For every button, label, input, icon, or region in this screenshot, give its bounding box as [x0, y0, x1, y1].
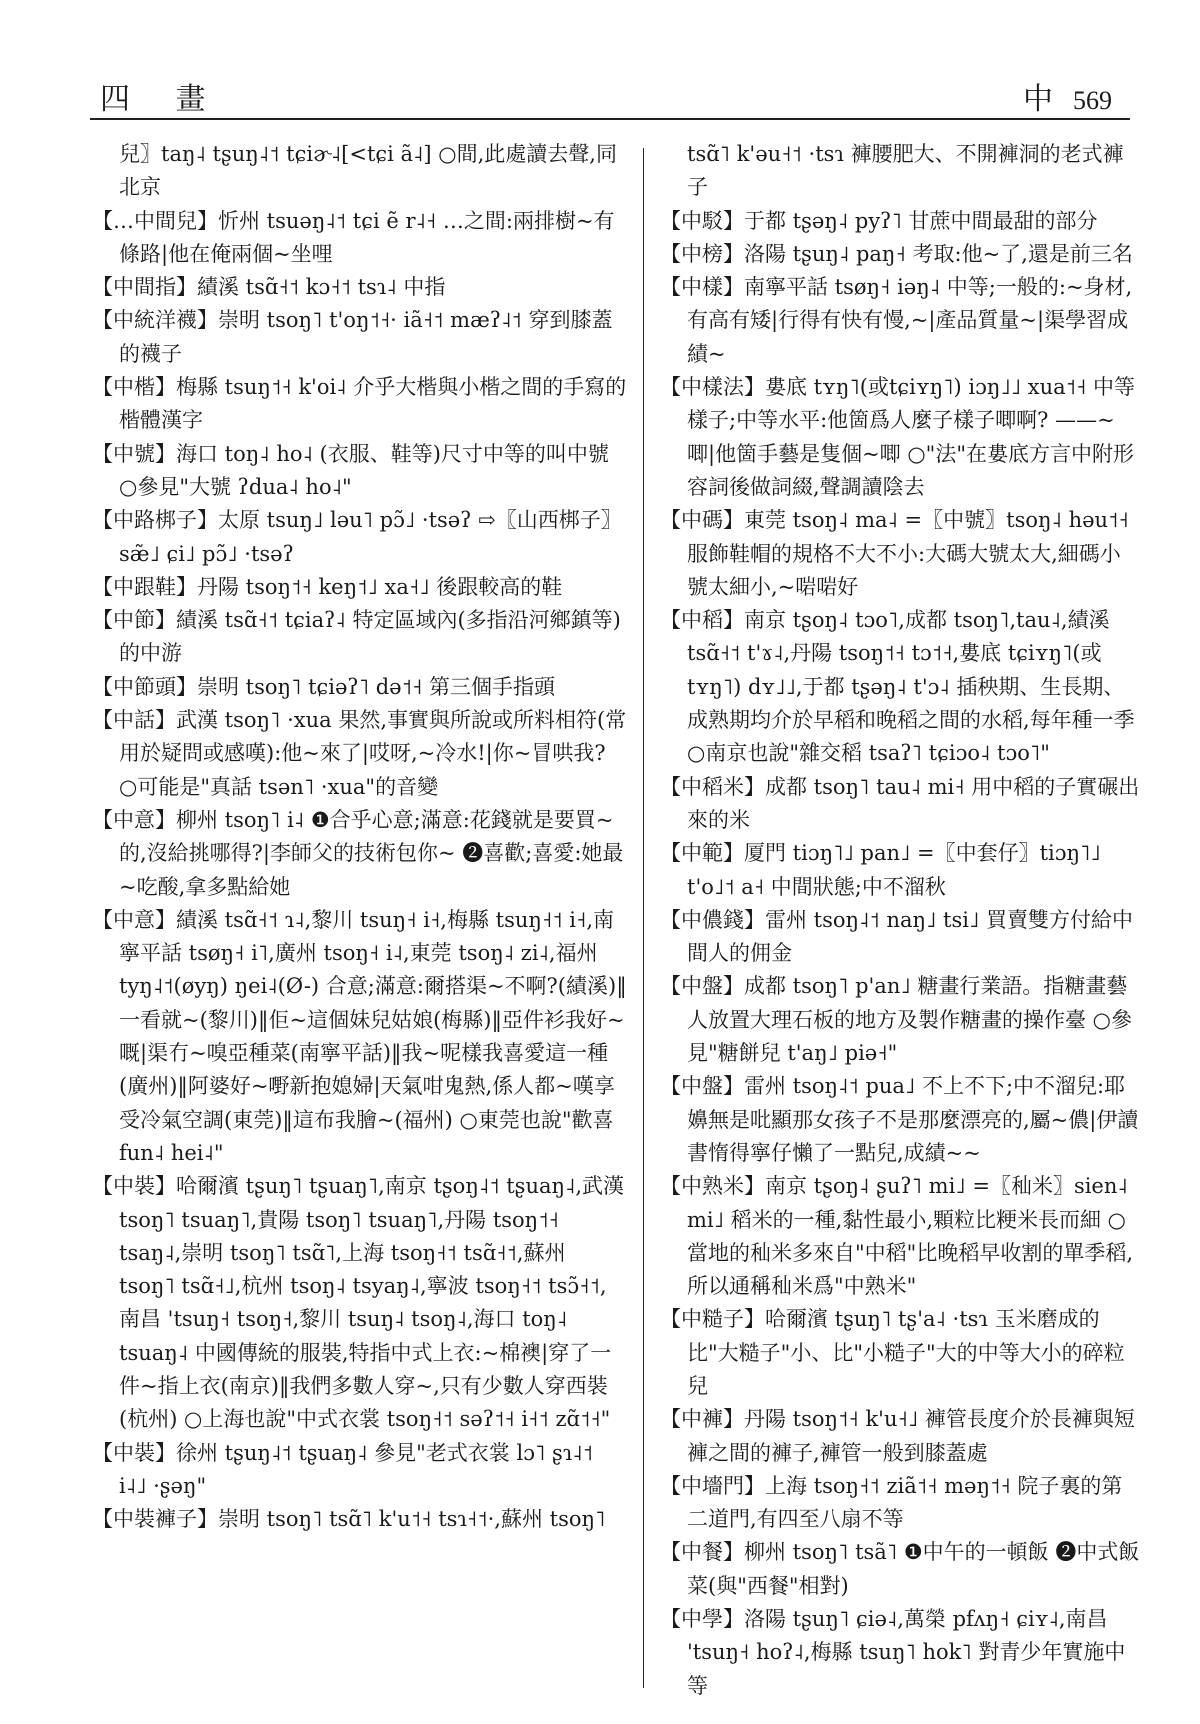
dictionary-entry: 【中褲】丹陽 tsoŋ˦˧ k'u˧˩ 褲管長度介於長褲與短褲之間的褲子,褲管一般到膝蓋處 — [660, 1407, 1135, 1465]
dictionary-entry: 【中碼】東莞 tsoŋ˨ ma˨ =〖中號〗tsoŋ˨ həu˦˧ 服飾鞋帽的規格不大不小:大碼大號太大,細碼小號太細小,~啱啱好 — [660, 508, 1129, 599]
page-head — [1023, 74, 1112, 118]
dictionary-entry: 【中稻】南京 tʂoŋ˨ tɔo˥,成都 tsoŋ˥,tau˨,績溪 tsɑ̃˧˦ t'ɤ˨,丹陽 tsoŋ˦˧ tɔ˦˧,婁底 tɕiʏŋ˥(或 tʏŋ˥) dʏ˩˩,于都 tʂəŋ˨ t'ɔ˨ 插秧期、生長期、成熟期均介於早稻和晚稻之間的水稻,每年種一季 ○南京也說"雜交稻 tsaʔ˥ tɕiɔo˨ tɔo˥" — [660, 608, 1135, 766]
dictionary-entry: 【中間指】績溪 tsɑ̃˧˦ kɔ˧˦ tsɿ˨ 中指 — [92, 275, 446, 300]
dictionary-entry: 【中熟米】南京 tʂoŋ˨ ʂuʔ˥ mi˩ =〖秈米〗sien˨ mi˩ 稻米的一種,黏性最小,顆粒比粳米長而細 ○當地的秈米多來自"中稻"比晚稻早收割的單季稻,所以通稱秈米爲"中熟米" — [660, 1174, 1133, 1299]
right-column — [660, 138, 1140, 1703]
dictionary-entry: 【…中間兒】忻州 tsuəŋ˨˦ tɕi ẽ r˨˧ …之間:兩排樹~有條路|他在俺兩個~坐哩 — [92, 208, 615, 266]
dictionary-entry: 【中糙子】哈爾濱 tʂuŋ˥ tʂ'a˨ ·tsɿ 玉米磨成的比"大糙子"小、比"小糙子"大的中等大小的碎粒兒 — [660, 1307, 1125, 1398]
dictionary-entry: 【中範】厦門 tiɔŋ˥˩ pan˩ =〖中套仔〗tiɔŋ˥˩ t'o˩˦ a˧ 中間狀態;中不溜秋 — [660, 841, 1101, 899]
head-character: 中 — [1023, 82, 1053, 117]
dictionary-entry: 【中裝】徐州 tʂuŋ˨˦ tʂuaŋ˨ 參見"老式衣裳 lɔ˥ ʂɿ˨˦ i˨˩ ·ʂəŋ" — [92, 1440, 593, 1498]
dictionary-entry: 兒〗taŋ˨ tʂuŋ˨˦ tɕiɚ˨[<tɕi ã˨] ○間,此處讀去聲,同北京 — [119, 142, 617, 200]
section-heading: 四 畫 — [100, 82, 224, 117]
dictionary-entry: 【中盤】雷州 tsoŋ˨˦ pua˩ 不上不下;中不溜兒:耶嬶無是吡顯那女孩子不是那麼漂亮的,屬~儂|伊讀書惰得寧仔懶了一點兒,成績~~ — [660, 1074, 1139, 1165]
dictionary-entry: 【中儂錢】雷州 tsoŋ˨˦ naŋ˩ tsi˩ 買賣雙方付給中間人的佣金 — [660, 907, 1134, 966]
dictionary-entry: 【中節頭】崇明 tsoŋ˥ tɕiəʔ˥ də˦˧ 第三個手指頭 — [92, 674, 555, 699]
dictionary-entry: 【中號】海口 toŋ˨ ho˨ (衣服、鞋等)尺寸中等的叫中號 ○參見"大號 ʔdua˨ ho˨" — [92, 441, 609, 499]
dictionary-entry: 【中稻米】成都 tsoŋ˥ tau˨ mi˧ 用中稻的子實碾出來的米 — [660, 774, 1140, 832]
dictionary-entry: 【中路梆子】太原 tsuŋ˩ ləu˥ pɔ̃˩ ·tsəʔ ⇨〖山西梆子〗sæ̃˩ ɕi˩ pɔ̃˩ ·tsəʔ — [92, 508, 622, 566]
dictionary-entry: 【中墻門】上海 tsoŋ˧˦ ziã˦˧ məŋ˦˧ 院子裏的第二道門,有四至八扇不等 — [660, 1473, 1123, 1532]
header-rule — [90, 118, 1130, 120]
dictionary-entry: 【中榜】洛陽 tʂuŋ˨ paŋ˧ 考取:他~了,還是前三名 — [660, 241, 1133, 266]
dictionary-entry: 【中跟鞋】丹陽 tsoŋ˦˧ keŋ˦˩ xa˧˩ 後跟較高的鞋 — [92, 574, 563, 599]
dictionary-entry: 【中統洋襪】崇明 tsoŋ˥ t'oŋ˦˧· iã˧˦ mæʔ˨˦ 穿到膝蓋的襪子 — [92, 308, 613, 366]
dictionary-entry: 【中楷】梅縣 tsuŋ˦˧ k'oi˨ 介乎大楷與小楷之間的手寫的楷體漢字 — [92, 375, 627, 433]
running-header — [90, 74, 1130, 117]
dictionary-entry: 【中裝】哈爾濱 tʂuŋ˥ tʂuaŋ˥,南京 tʂoŋ˨˦ tʂuaŋ˨,武漢 tsoŋ˥ tsuaŋ˥,貴陽 tsoŋ˥ tsuaŋ˥,丹陽 tsoŋ˦˧ tsaŋ˨,崇明 tsoŋ˥ tsɑ̃˥,上海 tsoŋ˧˦ tsɑ̃˧˦,蘇州 tsoŋ˥ tsɑ̃˧˩,杭州 tsoŋ˨ tsyaŋ˨,寧波 tsoŋ˧˦ tsɔ̃˧˦,南昌 'tsuŋ˧ tsoŋ˧,黎川 tsuŋ˨ tsoŋ˨,海口 toŋ˨ tsuaŋ˨ 中國傳統的服裝,特指中式上衣:~棉襖|穿了一件~指上衣(南京)‖我們多數人穿~,只有少數人穿西裝(杭州) ○上海也說"中式衣裳 tsoŋ˧˦ səʔ˦˧ i˧˦ zɑ̃˦˧" — [92, 1174, 625, 1432]
dictionary-entry: 【中裝褲子】崇明 tsoŋ˥ tsɑ̃˥ k'u˦˧ tsɿ˧˦·,蘇州 tsoŋ˥ — [92, 1507, 606, 1532]
dictionary-entry: 【中樣】南寧平話 tsøŋ˧ iəŋ˨ 中等;一般的:~身材,有高有矮|行得有快有慢,~|產品質量~|渠學習成績~ — [660, 275, 1133, 366]
dictionary-entry: 【中樣法】婁底 tʏŋ˥(或tɕiʏŋ˥) iɔŋ˩˩ xua˦˧ 中等樣子;中等水平:他箇爲人麼子樣子唧啊? ——~唧|他箇手藝是隻個~唧 ○"法"在婁底方言中附形容詞後做詞綴,聲調讀陰去 — [660, 375, 1136, 499]
dictionary-entry: 【中意】柳州 tsoŋ˥ i˨ ❶合乎心意;滿意:花錢就是要買~的,沒給挑哪得?|李師父的技術包你~ ❷喜歡;喜愛:她最~吃酸,拿多點給她 — [92, 807, 624, 899]
dictionary-entry: 【中駁】于都 tʂəŋ˨ pyʔ˥ 甘蔗中間最甜的部分 — [660, 208, 1098, 233]
dictionary-entry: 【中學】洛陽 tʂuŋ˥ ɕiə˨,萬榮 pfʌŋ˧ ɕiʏ˨,南昌 'tsuŋ˧ hoʔ˨,梅縣 tsuŋ˥ hok˥ 對青少年實施中等 — [660, 1607, 1126, 1698]
dictionary-entry: 【中盤】成都 tsoŋ˥ p'an˩ 糖畫行業語。指糖畫藝人放置大理石板的地方及製作糖畫的操作臺 ○參見"糖餅兒 t'aŋ˩ piə˧" — [660, 974, 1132, 1066]
dictionary-entry: 【中節】績溪 tsɑ̃˧˦ tɕiaʔ˨ 特定區域內(多指沿河鄉鎮等)的中游 — [92, 608, 621, 666]
dictionary-entry: 【中意】績溪 tsɑ̃˧˦ ɿ˨,黎川 tsuŋ˧ i˧,梅縣 tsuŋ˧˦ i˧,南寧平話 tsøŋ˧ i˥,廣州 tsoŋ˧ i˨,東莞 tsoŋ˨ zi˨,福州 tyŋ˨˦(øyŋ) ŋei˨(Ø-) 合意;滿意:爾搭渠~不啊?(績溪)‖一看就~(黎川)‖佢~這個妹兒姑娘(梅縣)‖亞件衫我好~嘅|渠冇~嗅亞種菜(南寧平話)‖我~呢樣我喜愛這一種(廣州)‖阿婆好~嘢新抱媳婦|天氣咁鬼熱,係人都~嘆享受冷氣空調(東莞)‖這布我膾~(福州) ○東莞也說"歡喜 fun˨ hei˨" — [92, 907, 627, 1165]
page-number: 569 — [1073, 86, 1112, 115]
dictionary-entry: tsɑ̃˥ k'əu˧˦ ·tsɿ 褲腰肥大、不開褲洞的老式褲子 — [687, 142, 1124, 200]
left-column — [92, 138, 627, 1536]
column-divider — [643, 148, 644, 1688]
dictionary-entry: 【中話】武漢 tsoŋ˥ ·xua 果然,事實與所說或所料相符(常用於疑問或感嘆):他~來了|哎呀,~冷水!|你~冒哄我? ○可能是"真話 tsən˥ ·xua"的音變 — [92, 708, 627, 799]
dictionary-entry: 【中餐】柳州 tsoŋ˥ tsã˥ ❶中午的一頓飯 ❷中式飯菜(與"西餐"相對) — [660, 1540, 1140, 1598]
